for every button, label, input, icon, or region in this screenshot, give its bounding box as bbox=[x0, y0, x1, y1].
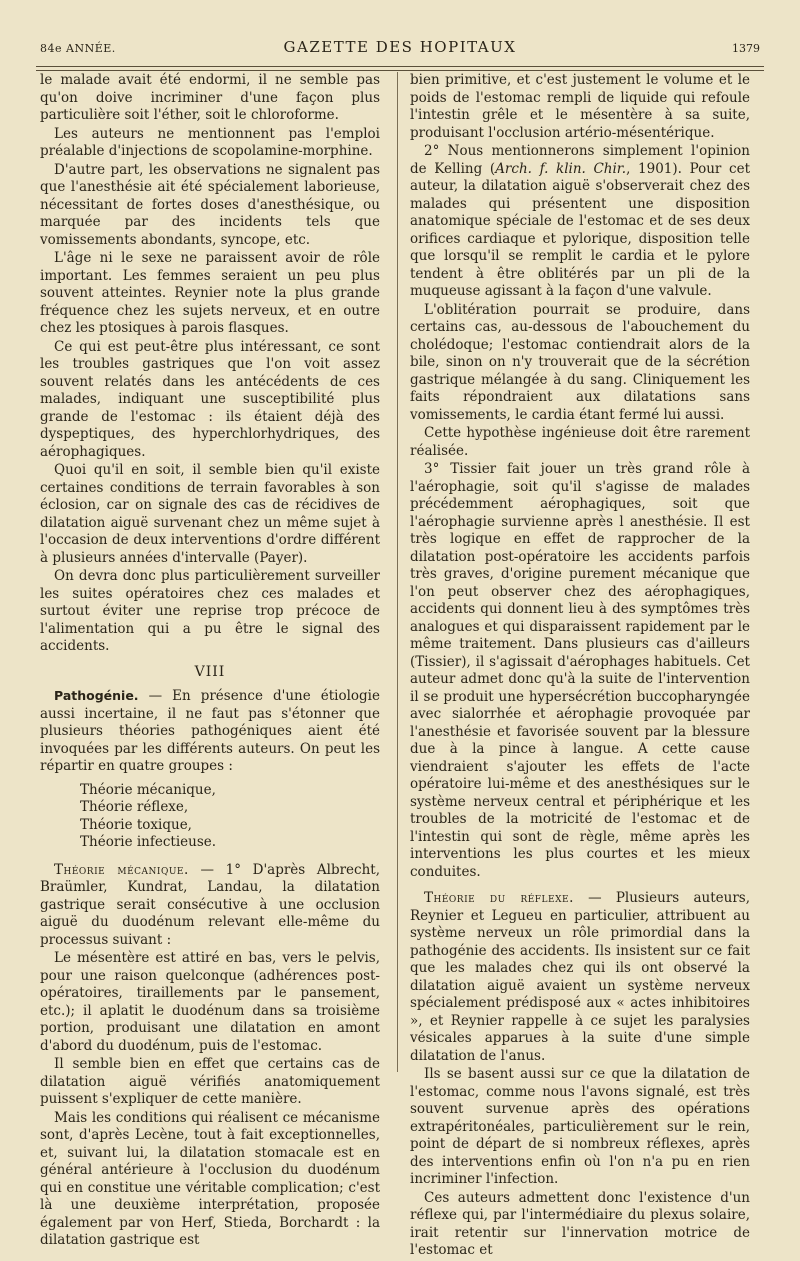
paragraph bbox=[40, 862, 380, 950]
year-label: 84e ANNÉE. bbox=[40, 42, 116, 55]
list-item: Théorie réflexe, bbox=[80, 799, 189, 815]
paragraph: L'oblitération pourrait se produire, dans certains cas, au-dessous de l'abouchement du cholédoque; l'estomac contiendrait alors de la bile, sinon on n'y trouverait que de la sécrétion gastrique mélangée à du sang. Cliniquement les faits répondraient aux dilatations sans vomissements, le cardia étant fermé lui aussi. bbox=[410, 301, 750, 423]
paragraph: Cette hypothèse ingénieuse doit être rarement réalisée. bbox=[410, 425, 750, 459]
list-item: Théorie toxique, bbox=[80, 816, 192, 833]
subsection-heading: Théorie mécanique. bbox=[54, 861, 189, 878]
citation: Arch. f. klin. Chir. bbox=[495, 160, 627, 177]
paragraph: Le mésentère est attiré en bas, vers le pelvis, pour une raison quelconque (adhérences post-opératoires, tiraillements par le pansement, etc.); il aplatit le duodénum dans sa troisième portion, produisant une dilatation en amont d'abord du duodénum, puis de l'estomac. bbox=[40, 950, 380, 1054]
paragraph-text: 2° Nous mentionnerons simplement l'opinion de Kelling ( bbox=[410, 143, 750, 177]
paragraph bbox=[40, 687, 380, 776]
theory-list bbox=[40, 782, 380, 852]
paragraph bbox=[410, 890, 750, 1065]
subsection-heading: Théorie du réflexe. bbox=[424, 890, 574, 906]
paragraph-text: — En présence d'une étiologie aussi incertaine, il ne faut pas s'étonner que plusieurs théories pathogéniques aient été invoquées par les différents auteurs. On peut les répartir en quatre groupes : bbox=[40, 688, 380, 774]
list-item: Théorie mécanique, bbox=[80, 781, 216, 798]
paragraph: Les auteurs ne mentionnent pas l'emploi préalable d'injections de scopolamine-morphine. bbox=[40, 125, 380, 159]
paragraph-text: , 1901). Pour cet auteur, la dilatation aiguë s'observerait chez des malades qui présentent une disposition anatomique spéciale de l'estomac et de ses deux orifices cardiaque et pylorique, disposition telle que lorsqu'il se remplit le cardia et le pylore tendent à être oblitérés par un pli de la muqueuse agissant à la façon d'une valvule. bbox=[410, 160, 750, 299]
section-number: VIII bbox=[194, 663, 226, 680]
page-number: 1379 bbox=[732, 42, 760, 55]
subsection-heading: Pathogénie. bbox=[54, 688, 139, 703]
column-divider bbox=[397, 72, 398, 1072]
paragraph-text: — 1° D'après Albrecht, Braümler, Kundrat, Landau, la dilatation gastrique serait consécutive à une occlusion aiguë du duodénum relevant elle-même du processus suivant : bbox=[40, 861, 380, 948]
page-header bbox=[40, 38, 760, 60]
paragraph: Il semble bien en effet que certains cas de dilatation aiguë vérifiés anatomiquement puissent s'expliquer de cette manière. bbox=[40, 1056, 380, 1107]
paragraph: Ces auteurs admettent donc l'existence d'un réflexe qui, par l'intermédiaire du plexus solaire, irait retentir sur l'innervation motrice de l'estomac et bbox=[410, 1189, 750, 1258]
paragraph: Quoi qu'il en soit, il semble bien qu'il existe certaines conditions de terrain favorables à son éclosion, car on signale des cas de récidives de dilatation aiguë survenant chez un même sujet à l'occasion de deux interventions d'ordre différent à plusieurs années d'intervalle (Payer). bbox=[40, 462, 380, 566]
paragraph: Mais les conditions qui réalisent ce mécanisme sont, d'après Lecène, tout à fait exceptionnelles, et, suivant lui, la dilatation stomacale est en général antérieure à l'occlusion du duodénum qui en constitue une véritable complication; c'est là une deuxième interprétation, proposée également par von Herf, Stieda, Borchardt : la dilatation gastrique est bbox=[40, 1109, 380, 1248]
left-column bbox=[40, 72, 380, 1251]
paragraph bbox=[410, 143, 750, 301]
paragraph: bien primitive, et c'est justement le volume et le poids de l'estomac rempli de liquide qui refoule l'intestin grêle et le mésentère à sa suite, produisant l'occlusion artério-mésentérique. bbox=[410, 72, 750, 141]
paragraph: D'autre part, les observations ne signalent pas que l'anesthésie ait été spécialement laborieuse, nécessitant de fortes doses d'anesthésique, ou marquée par des incidents tels que vomissements abondants, syncope, etc. bbox=[40, 161, 380, 248]
journal-title: GAZETTE DES HOPITAUX bbox=[283, 38, 517, 56]
list-item: Théorie infectieuse. bbox=[80, 834, 217, 850]
paragraph: Ils se basent aussi sur ce que la dilatation de l'estomac, comme nous l'avons signalé, est très souvent survenue après des opérations extrapéritonéales, particulièrement sur le rein, point de départ de si nombreux réflexes, après des interventions enfin où l'on n'a pu en rien incriminer l'infection. bbox=[410, 1066, 750, 1187]
paragraph: Ce qui est peut-être plus intéressant, ce sont les troubles gastriques que l'on voit assez souvent relatés dans les antécédents de ces malades, indiquant une susceptibilité plus grande de l'estomac : ils étaient déjà des dyspeptiques, des hyperchlorhydriques, des aérophagiques. bbox=[40, 338, 380, 460]
paragraph: le malade avait été endormi, il ne semble pas qu'on doive incriminer d'une façon plus particulière soit l'éther, soit le chloroforme. bbox=[40, 72, 380, 123]
paragraph: 3° Tissier fait jouer un très grand rôle à l'aérophagie, soit qu'il s'agisse de malades précédemment aérophagiques, soit que l'aérophagie survienne après l anesthésie. Il est très logique en effet de rapprocher de la dilatation post-opératoire les accidents parfois très graves, d'origine purement mécanique que l'on peut observer chez des aérophagiques, accidents qui donnent lieu à des symptômes très analogues et qui disparaissent rapidement par le même traitement. Dans plusieurs cas d'ailleurs (Tissier), il s'agissait d'aérophages habituels. Cet auteur admet donc qu'à la suite de l'intervention il se produit une hypersécrétion buccopharyngée avec sialorrhée et aérophagie provoquée par l'anesthésie et favorisée souvent par la blessure due à la pince à langue. A cette cause viendraient s'ajouter les effets de l'acte opératoire lui-même et des anesthésiques sur le système nerveux central et périphérique et les troubles de la motricité de l'estomac et de l'intestin qui sont de règle, même après les interventions les plus courtes et les mieux conduites. bbox=[410, 461, 750, 880]
header-rule bbox=[36, 66, 764, 67]
paragraph-text: — Plusieurs auteurs, Reynier et Legueu en particulier, attribuent au système nerveux un rôle primordial dans la pathogénie des accidents. Ils insistent sur ce fait que les malades chez qui ils ont observé la dilatation aiguë avaient un système nerveux spécialement prédisposé aux « actes inhibitoires », et Reynier rappelle à ce sujet les paralysies vésicales apparues à la suite d'une simple dilatation de l'anus. bbox=[410, 890, 750, 1064]
paragraph: L'âge ni le sexe ne paraissent avoir de rôle important. Les femmes seraient un peu plus souvent atteintes. Reynier note la plus grande fréquence chez les sujets nerveux, et en outre chez les ptosiques à parois flasques. bbox=[40, 250, 380, 336]
header-rule-double bbox=[36, 70, 764, 71]
right-column bbox=[410, 72, 750, 1261]
paragraph: On devra donc plus particulièrement surveiller les suites opératoires chez ces malades et surtout éviter une reprise trop précoce de l'alimentation qui a pu être le signal des accidents. bbox=[40, 568, 380, 654]
